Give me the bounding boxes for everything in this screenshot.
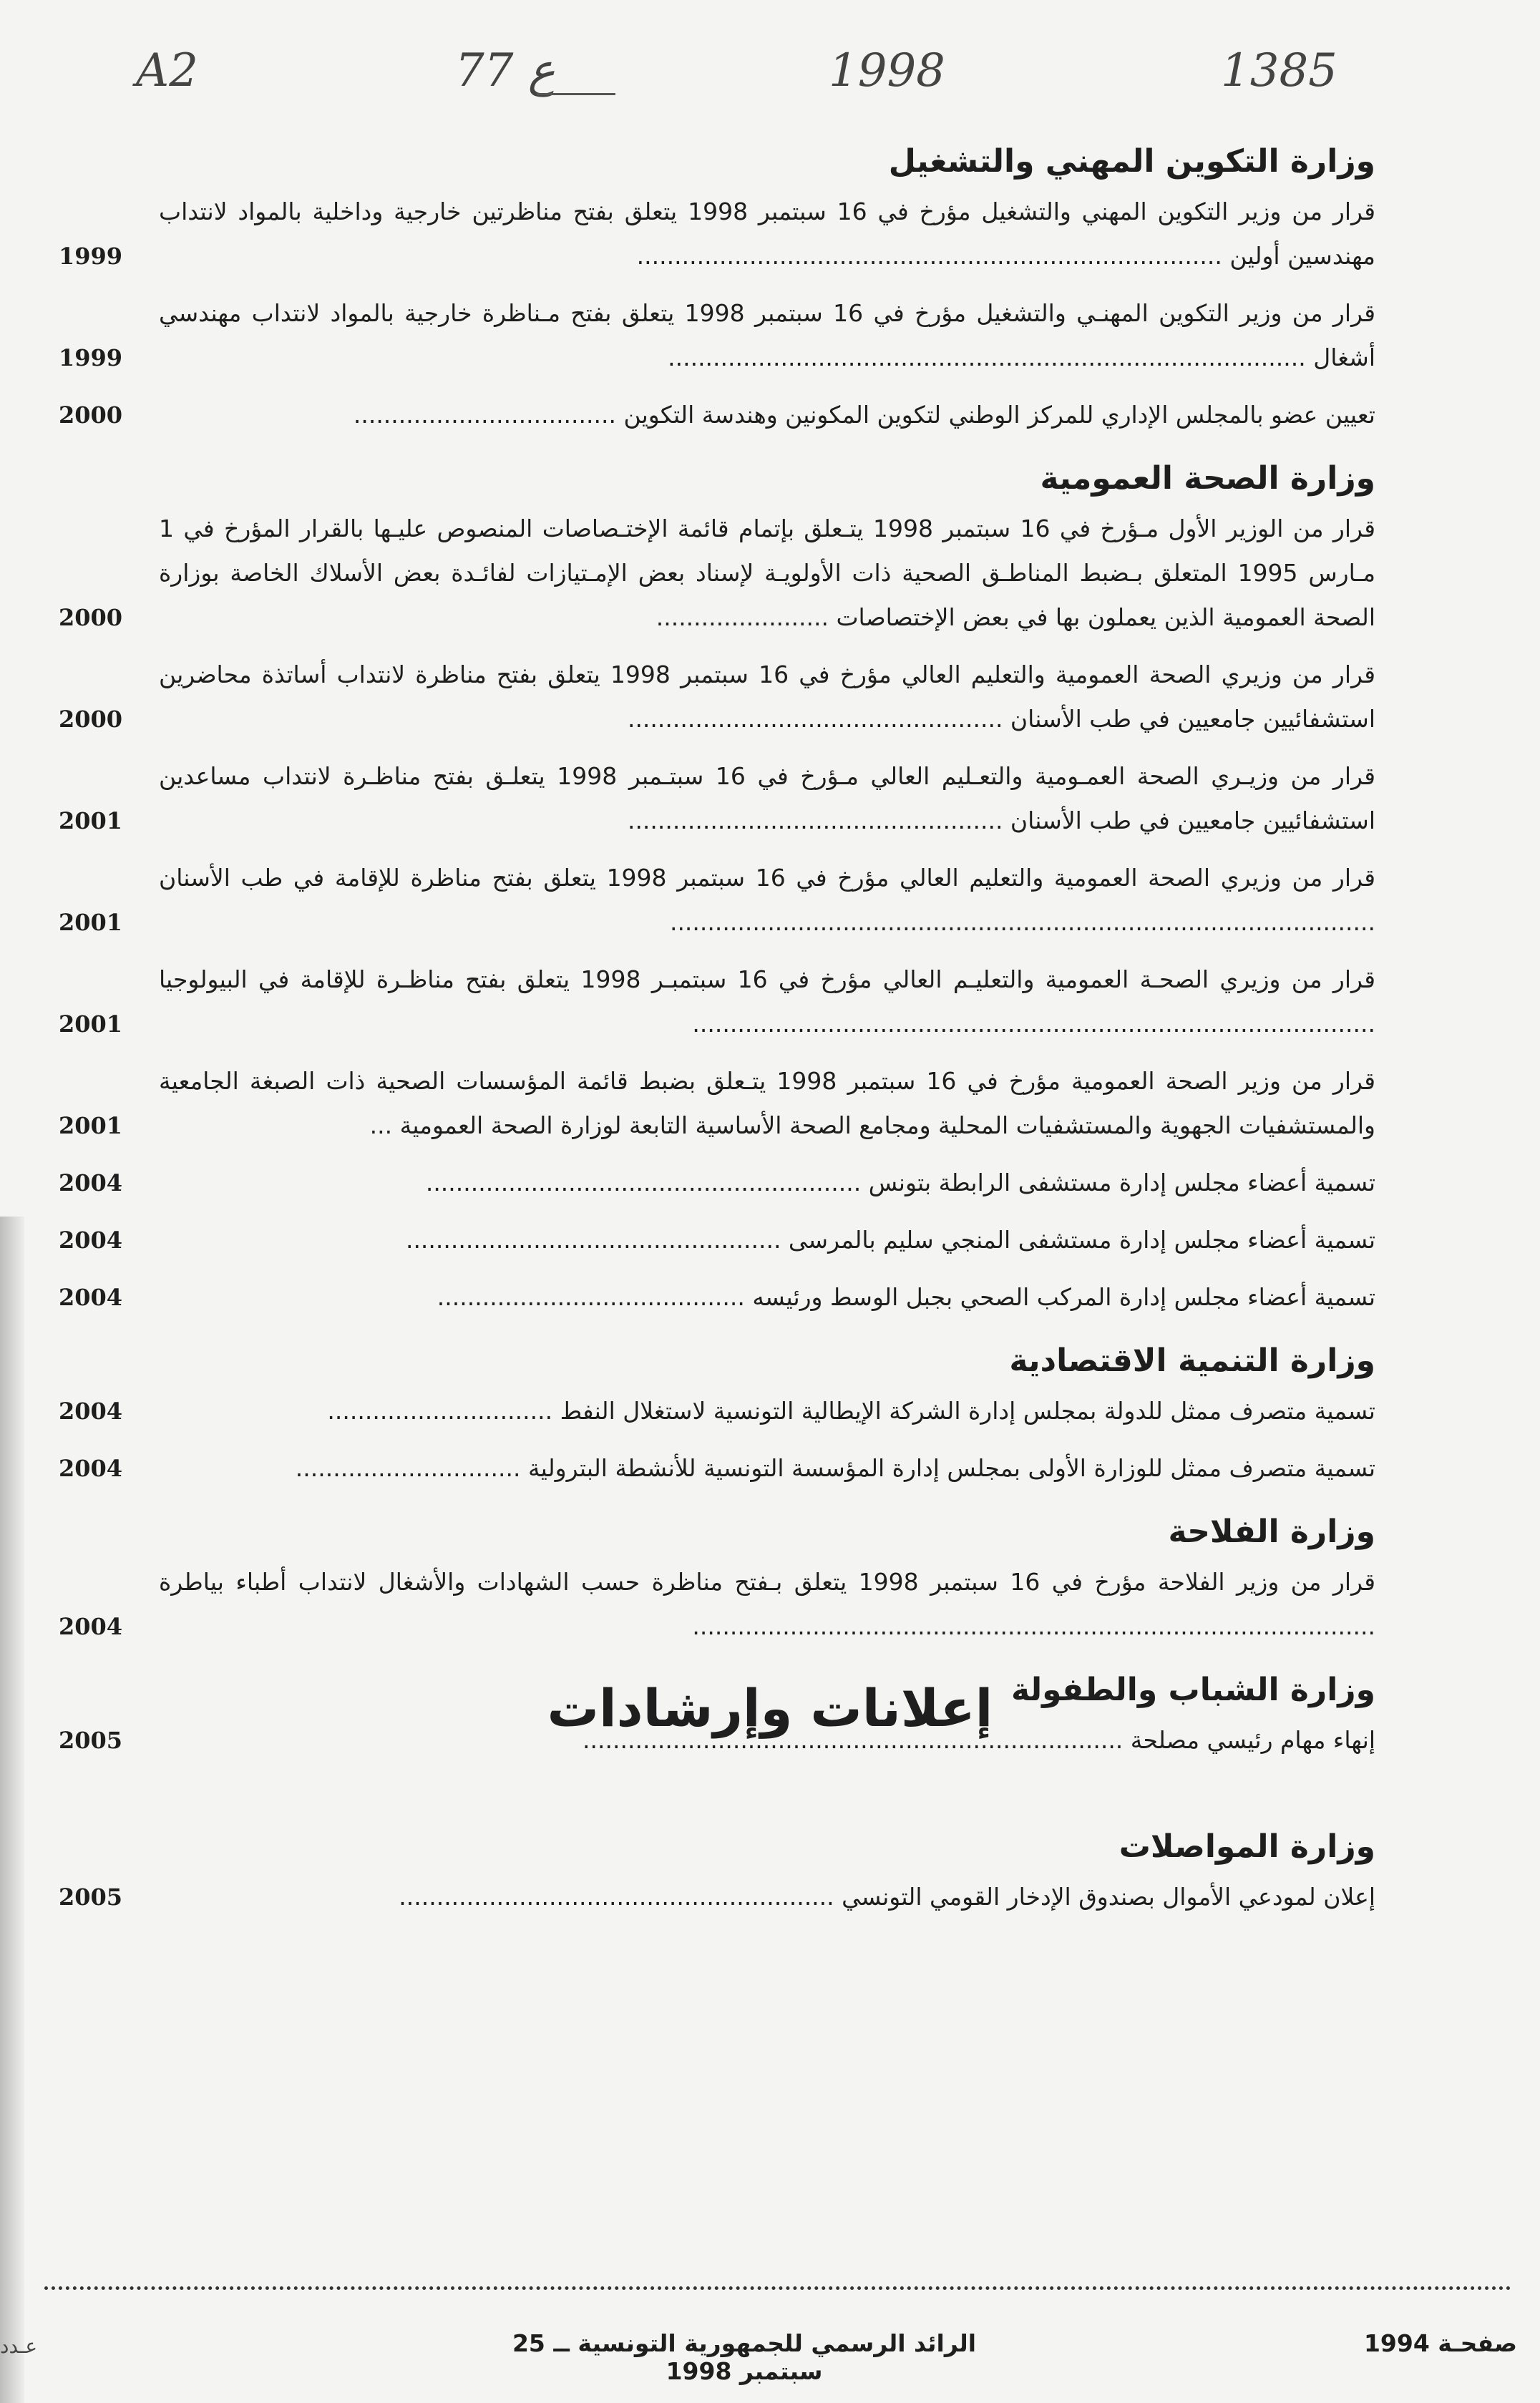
entry-text: قرار من وزيـري الصحة العمـومية والتعـليم العالي مـؤرخ في 16 سبتـمبر 1998 يتعلـق بفتح مناظـرة لانتداب مساعدين استشفائيين جامعيين في طب الأسنان .................................................. bbox=[159, 762, 1375, 834]
toc-entry bbox=[59, 1218, 1375, 1262]
toc-entry bbox=[59, 856, 1375, 945]
entry-text: قرار من الوزير الأول مـؤرخ في 16 سبتمبر 1998 يتـعلق بإتمام قائمة الإختـصاصات المنصوص عليـها بالقرار المؤرخ في 1 مـارس 1995 المتعلق بـضبط المناطـق الصحية ذات الأولويـة لإسناد بعض الإمـتيازات لفائـدة بعض الأسلاك الخاصة بوزارة الصحة العمومية الذين يعملون بها في بعض الإختصاصات ....................... bbox=[159, 515, 1376, 631]
entry-text: إنهاء مهام رئيسي مصلحة ........................................................................ bbox=[583, 1726, 1375, 1754]
section-title: وزارة التنمية الاقتصادية bbox=[1009, 1342, 1375, 1379]
handwritten-note-1: A2 bbox=[136, 44, 198, 97]
section bbox=[59, 1506, 1375, 1649]
section bbox=[59, 1335, 1375, 1491]
entry-text: تعيين عضو بالمجلس الإداري للمركز الوطني لتكوين المكونين وهندسة التكوين ................................... bbox=[353, 401, 1375, 429]
page-number: 2000 bbox=[59, 706, 123, 733]
page-number: 1999 bbox=[59, 243, 123, 270]
page-number: 2004 bbox=[59, 1613, 123, 1640]
handwritten-underline bbox=[537, 93, 615, 95]
section-title: وزارة الصحة العمومية bbox=[1040, 460, 1375, 497]
section-title: وزارة الشباب والطفولة bbox=[1010, 1672, 1375, 1708]
section-title: وزارة المواصلات bbox=[1119, 1828, 1375, 1865]
section bbox=[59, 136, 1375, 437]
toc-entry bbox=[59, 1446, 1375, 1491]
entry-text: قرار من وزير الصحة العمومية مؤرخ في 16 سبتمبر 1998 يتـعلق بضبط قائمة المؤسسات الصحية ذات الصبغة الجامعية والمستشفيات الجهوية والمستشفيات المحلية ومجامع الصحة الأساسية التابعة لوزارة الصحة العمومية ... bbox=[159, 1067, 1376, 1139]
footer-publication: الرائد الرسمي للجمهورية التونسية ــ 25 سبتمبر 1998 bbox=[512, 2329, 977, 2385]
entry-text: تسمية أعضاء مجلس إدارة مستشفى المنجي سليم بالمرسى .................................................. bbox=[405, 1226, 1375, 1254]
entry-text: قرار من وزير التكوين المهني والتشغيل مؤرخ في 16 سبتمبر 1998 يتعلق بفتح مناظرتين خارجية وداخلية بالمواد لانتداب مهندسين أولين .............................................................................. bbox=[159, 198, 1375, 270]
announcements-title: إعلانات وإرشادات bbox=[547, 1678, 993, 1738]
page-number: 2001 bbox=[59, 1112, 123, 1139]
table-of-contents bbox=[59, 136, 1375, 1778]
entry-text: إعلان لمودعي الأموال بصندوق الإدخار القومي التونسي .......................................................... bbox=[399, 1883, 1375, 1911]
page-number: 2000 bbox=[59, 604, 123, 631]
page-number: 2001 bbox=[59, 1010, 123, 1038]
toc-entry bbox=[59, 190, 1375, 278]
scan-edge-shadow bbox=[0, 1217, 24, 2403]
page-number: 2005 bbox=[59, 1883, 123, 1911]
page-number: 2001 bbox=[59, 807, 123, 834]
footer-divider bbox=[44, 2286, 1511, 2290]
page-number: 2004 bbox=[59, 1284, 123, 1311]
page-number: 1999 bbox=[59, 344, 123, 371]
page-number: 2004 bbox=[59, 1227, 123, 1254]
toc-entry bbox=[59, 957, 1375, 1046]
toc-entry bbox=[59, 1875, 1375, 1919]
toc-entry bbox=[59, 1161, 1375, 1205]
toc-entry bbox=[59, 1059, 1375, 1148]
page-number: 2004 bbox=[59, 1455, 123, 1482]
handwritten-note-3: 1998 bbox=[829, 44, 945, 97]
toc-entry bbox=[59, 653, 1375, 741]
section-title: وزارة الفلاحة bbox=[1168, 1514, 1375, 1550]
edge-fragment: عـدد bbox=[0, 2334, 38, 2358]
page-number: 2001 bbox=[59, 909, 123, 936]
entry-text: قرار من وزيري الصحـة العمومية والتعليـم العالي مؤرخ في 16 سبتمبـر 1998 يتعلق بفتح مناظـرة للإقامة في البيولوجيا ........................................................................................... bbox=[159, 965, 1375, 1038]
announcements-list bbox=[59, 1821, 1375, 1935]
toc-entry bbox=[59, 393, 1375, 437]
entry-text: قرار من وزير الفلاحة مؤرخ في 16 سبتمبر 1998 يتعلق بـفتح مناظرة حسب الشهادات والأشغال لانتداب أطباء بياطرة ........................................................................................... bbox=[159, 1568, 1375, 1640]
page-number: 2004 bbox=[59, 1398, 123, 1425]
entry-text: تسمية متصرف ممثل للدولة بمجلس إدارة الشركة الإيطالية التونسية لاستغلال النفط .............................. bbox=[327, 1397, 1375, 1425]
section-title: وزارة التكوين المهني والتشغيل bbox=[888, 143, 1375, 180]
entry-text: تسمية أعضاء مجلس إدارة المركب الصحي بجبل الوسط ورئيسه ......................................... bbox=[437, 1283, 1375, 1311]
toc-entry bbox=[59, 1275, 1375, 1320]
entry-text: تسمية أعضاء مجلس إدارة مستشفى الرابطة بتونس .......................................................... bbox=[425, 1169, 1375, 1196]
entry-text: قرار من وزيري الصحة العمومية والتعليم العالي مؤرخ في 16 سبتمبر 1998 يتعلق بفتح مناظرة للإقامة في طب الأسنان .............................................................................................. bbox=[159, 864, 1376, 936]
toc-entry bbox=[59, 507, 1375, 640]
handwritten-note-4: 1385 bbox=[1221, 44, 1337, 97]
toc-entry bbox=[59, 291, 1375, 380]
toc-entry bbox=[59, 754, 1375, 843]
page-number: 2000 bbox=[59, 401, 123, 429]
footer-page-number: صفحـة 1994 bbox=[1363, 2329, 1517, 2357]
toc-entry bbox=[59, 1389, 1375, 1433]
entry-text: تسمية متصرف ممثل للوزارة الأولى بمجلس إدارة المؤسسة التونسية للأنشطة البترولية .............................. bbox=[295, 1454, 1375, 1482]
page-number: 2004 bbox=[59, 1169, 123, 1196]
handwritten-note-2: 77 ع bbox=[455, 44, 555, 97]
section bbox=[59, 453, 1375, 1320]
page-number: 2005 bbox=[59, 1727, 123, 1754]
entry-text: قرار من وزيري الصحة العمومية والتعليم العالي مؤرخ في 16 سبتمبر 1998 يتعلق بفتح مناظرة لانتداب أساتذة محاضرين استشفائيين جامعيين في طب الأسنان .................................................. bbox=[159, 661, 1375, 733]
toc-entry bbox=[59, 1560, 1375, 1649]
entry-text: قرار من وزير التكوين المهنـي والتشغيل مؤرخ في 16 سبتمبر 1998 يتعلق بفتح مـناظرة خارجية بالمواد لانتداب مهندسي أشغال ..................................................................................... bbox=[159, 299, 1375, 371]
section bbox=[59, 1821, 1375, 1919]
